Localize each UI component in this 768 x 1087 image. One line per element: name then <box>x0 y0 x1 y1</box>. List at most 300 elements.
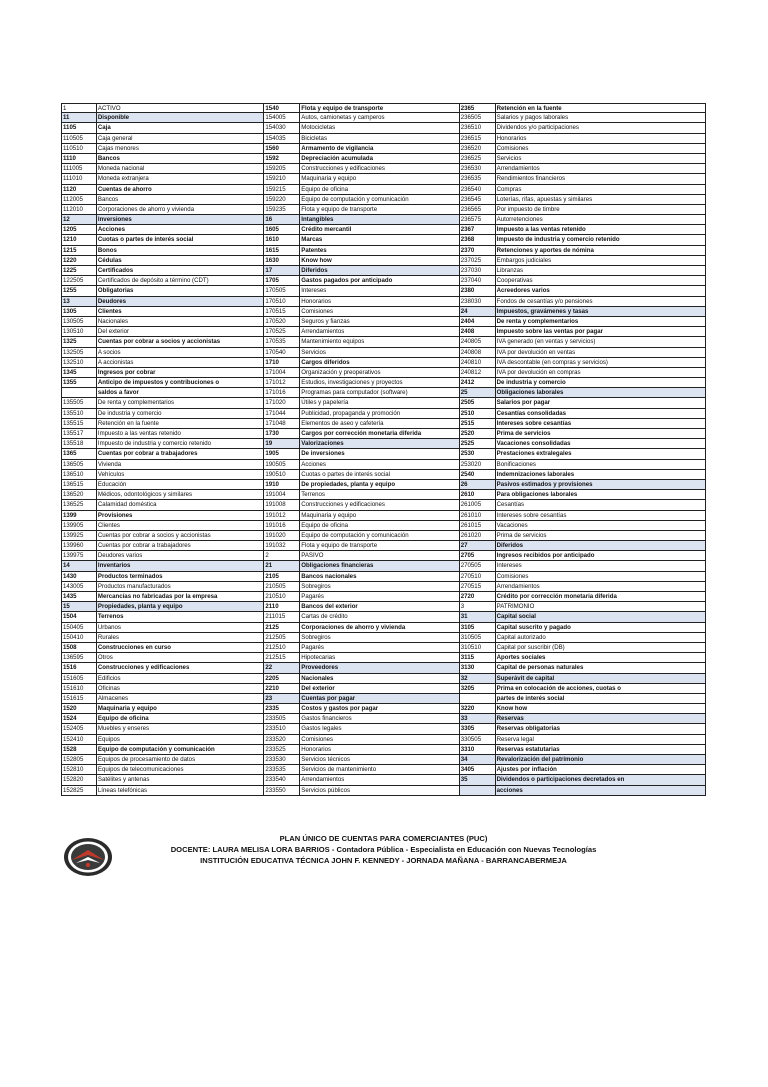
account-name: Provisiones <box>97 511 264 521</box>
account-name: Obligatorias <box>97 286 264 296</box>
account-code: 135518 <box>61 439 97 449</box>
account-name: De industria y comercio <box>97 409 264 419</box>
account-name: Pasivos estimados y provisiones <box>496 480 706 490</box>
account-name: Moneda nacional <box>97 164 264 174</box>
account-name: Caja <box>97 123 264 133</box>
account-name: Know how <box>496 704 706 714</box>
account-code: 31 <box>460 612 496 622</box>
table-row <box>61 551 706 561</box>
account-code: 191016 <box>264 521 300 531</box>
account-code: 233530 <box>264 755 300 765</box>
account-code: 233540 <box>264 775 300 785</box>
account-code: 35 <box>460 775 496 785</box>
account-code: 1524 <box>61 714 97 724</box>
table-row <box>61 714 706 724</box>
account-name: Programas para computador (software) <box>300 388 460 398</box>
account-code: 2210 <box>264 684 300 694</box>
account-name: Vehículos <box>97 470 264 480</box>
account-code: 151610 <box>61 684 97 694</box>
account-name: Por impuesto de timbre <box>496 205 706 215</box>
account-code: 1910 <box>264 480 300 490</box>
account-code: 110505 <box>61 134 97 144</box>
account-name: Pagarés <box>300 643 460 653</box>
account-code: 136505 <box>61 460 97 470</box>
account-name: Arrendamientos <box>496 164 706 174</box>
account-name: Capital social <box>496 612 706 622</box>
table-row <box>61 348 706 358</box>
account-code: 1592 <box>264 154 300 164</box>
account-code: 139975 <box>61 551 97 561</box>
table-row <box>61 541 706 551</box>
account-name: Comisiones <box>300 307 460 317</box>
school-line: INSTITUCIÓN EDUCATIVA TÉCNICA JOHN F. KENNEDY - JORNADA MAÑANA - BARRANCABERMEJA <box>200 856 567 865</box>
account-code: 136520 <box>61 490 97 500</box>
account-code: 151615 <box>61 694 97 704</box>
account-code: 1730 <box>264 429 300 439</box>
table-row <box>61 633 706 643</box>
account-code: 270515 <box>460 582 496 592</box>
account-name: Intereses <box>496 561 706 571</box>
account-code: 170510 <box>264 297 300 307</box>
account-code: 330505 <box>460 735 496 745</box>
account-code: 1345 <box>61 368 97 378</box>
account-code: 2110 <box>264 602 300 612</box>
account-name: Bonos <box>97 246 264 256</box>
account-code: 16 <box>264 215 300 225</box>
account-code: 22 <box>264 663 300 673</box>
account-code: 191004 <box>264 490 300 500</box>
table-row <box>61 602 706 612</box>
account-name: Cesantías consolidadas <box>496 409 706 419</box>
table-row <box>61 694 706 704</box>
account-code: 2705 <box>460 551 496 561</box>
account-name: Impuestos, gravámenes y tasas <box>496 307 706 317</box>
account-code: 240812 <box>460 368 496 378</box>
account-name: Cesantías <box>496 500 706 510</box>
account-name: Gastos pagados por anticipado <box>300 276 460 286</box>
table-row <box>61 409 706 419</box>
table-row <box>61 174 706 184</box>
account-name: Corporaciones de ahorro y vivienda <box>97 205 264 215</box>
table-row <box>61 460 706 470</box>
account-name: ACTIVO <box>97 103 264 113</box>
account-code: 191020 <box>264 531 300 541</box>
account-name: Inventarios <box>97 561 264 571</box>
account-name: Nacionales <box>97 317 264 327</box>
table-row <box>61 256 706 266</box>
table-row <box>61 215 706 225</box>
table-row <box>61 674 706 684</box>
table-row <box>61 235 706 245</box>
account-name: Capital autorizado <box>496 633 706 643</box>
account-code: 150410 <box>61 633 97 643</box>
account-code: 1905 <box>264 449 300 459</box>
account-name: Bancos <box>97 154 264 164</box>
account-name: Construcciones en curso <box>97 643 264 653</box>
account-name: Cartas de crédito <box>300 612 460 622</box>
account-name: Del exterior <box>300 684 460 694</box>
account-name: Equipos de procesamiento de datos <box>97 755 264 765</box>
account-code: 1225 <box>61 266 97 276</box>
account-name: Diferidos <box>300 266 460 276</box>
table-row <box>61 643 706 653</box>
account-name: Elementos de aseo y cafetería <box>300 419 460 429</box>
account-name: Arrendamientos <box>496 582 706 592</box>
account-code: 1220 <box>61 256 97 266</box>
account-code: 151605 <box>61 674 97 684</box>
account-name: Reserva legal <box>496 735 706 745</box>
account-code: 261010 <box>460 511 496 521</box>
account-name: Rendimientos financieros <box>496 174 706 184</box>
account-name: Diferidos <box>496 541 706 551</box>
account-code: 136595 <box>61 653 97 663</box>
table-row <box>61 246 706 256</box>
table-row <box>61 480 706 490</box>
account-name: Edificios <box>97 674 264 684</box>
account-code: 2510 <box>460 409 496 419</box>
account-code: 2408 <box>460 327 496 337</box>
account-code: 111010 <box>61 174 97 184</box>
table-row <box>61 470 706 480</box>
account-code: 1435 <box>61 592 97 602</box>
account-code: 310505 <box>460 633 496 643</box>
account-name: Acciones <box>300 460 460 470</box>
account-code: 1105 <box>61 123 97 133</box>
table-row <box>61 113 706 123</box>
account-name: PASIVO <box>300 551 460 561</box>
account-code: 2515 <box>460 419 496 429</box>
account-code: 2530 <box>460 449 496 459</box>
account-name: Cargos por corrección monetaria diferida <box>300 429 460 439</box>
account-name: Equipo de oficina <box>97 714 264 724</box>
account-code: 26 <box>460 480 496 490</box>
account-code: 2368 <box>460 235 496 245</box>
account-code: 14 <box>61 561 97 571</box>
table-row <box>61 337 706 347</box>
account-code: 211015 <box>264 612 300 622</box>
account-code: 236540 <box>460 185 496 195</box>
account-code: 2105 <box>264 572 300 582</box>
account-name: Revalorización del patrimonio <box>496 755 706 765</box>
table-row <box>61 286 706 296</box>
account-name: Anticipo de impuestos y contribuciones o <box>97 378 264 388</box>
account-name: Vacaciones <box>496 521 706 531</box>
account-name: Del exterior <box>97 327 264 337</box>
account-name: Crédito mercantil <box>300 225 460 235</box>
account-name: Patentes <box>300 246 460 256</box>
account-name: De industria y comercio <box>496 378 706 388</box>
account-name: acciones <box>496 786 706 796</box>
account-code: 171020 <box>264 398 300 408</box>
account-code: 159210 <box>264 174 300 184</box>
table-row <box>61 123 706 133</box>
account-code: 32 <box>460 674 496 684</box>
account-name: Arrendamientos <box>300 327 460 337</box>
account-code: 1305 <box>61 307 97 317</box>
account-name: Reservas obligatorias <box>496 724 706 734</box>
account-code: 122505 <box>61 276 97 286</box>
account-code: 170515 <box>264 307 300 317</box>
account-code: 236545 <box>460 195 496 205</box>
table-row <box>61 154 706 164</box>
account-code: 112010 <box>61 205 97 215</box>
account-code: 2380 <box>460 286 496 296</box>
account-code: 1399 <box>61 511 97 521</box>
account-code: 3115 <box>460 653 496 663</box>
account-name: Maquinaria y equipo <box>97 704 264 714</box>
table-row <box>61 775 706 785</box>
account-name: De propiedades, planta y equipo <box>300 480 460 490</box>
account-code: 3220 <box>460 704 496 714</box>
account-code: 132510 <box>61 358 97 368</box>
account-name: Bonificaciones <box>496 460 706 470</box>
account-name: Sobregiros <box>300 582 460 592</box>
account-name: Embargos judiciales <box>496 256 706 266</box>
account-name: Retención en la fuente <box>97 419 264 429</box>
account-code: 159215 <box>264 185 300 195</box>
account-code: 152410 <box>61 735 97 745</box>
account-code: 1355 <box>61 378 97 388</box>
account-code: 2610 <box>460 490 496 500</box>
account-name: Deudores <box>97 297 264 307</box>
table-row <box>61 103 706 113</box>
account-name: Líneas telefónicas <box>97 786 264 796</box>
account-name: Cuotas o partes de interés social <box>97 235 264 245</box>
account-code: 159205 <box>264 164 300 174</box>
account-name: Cuentas por cobrar a trabajadores <box>97 449 264 459</box>
account-code: 1520 <box>61 704 97 714</box>
account-code: 236525 <box>460 154 496 164</box>
account-name: Cuentas por cobrar a socios y accionistas <box>97 337 264 347</box>
account-code: 3205 <box>460 684 496 694</box>
account-name: Equipos de telecomunicaciones <box>97 765 264 775</box>
account-name: Publicidad, propaganda y promoción <box>300 409 460 419</box>
account-name: Moneda extranjera <box>97 174 264 184</box>
account-name: Satélites y antenas <box>97 775 264 785</box>
account-code: 21 <box>264 561 300 571</box>
account-name: Productos manufacturados <box>97 582 264 592</box>
account-name: Equipos <box>97 735 264 745</box>
account-code: 1210 <box>61 235 97 245</box>
account-code: 212515 <box>264 653 300 663</box>
account-code: 1504 <box>61 612 97 622</box>
table-row <box>61 745 706 755</box>
account-name: PATRIMONIO <box>496 602 706 612</box>
accounts-table <box>61 103 706 796</box>
account-code: 25 <box>460 388 496 398</box>
account-name: Almacenes <box>97 694 264 704</box>
account-code: 237040 <box>460 276 496 286</box>
account-name: Para obligaciones laborales <box>496 490 706 500</box>
account-code: 236530 <box>460 164 496 174</box>
account-code <box>460 694 496 704</box>
account-code: 2505 <box>460 398 496 408</box>
account-code: 253020 <box>460 460 496 470</box>
account-code: 159220 <box>264 195 300 205</box>
table-row <box>61 297 706 307</box>
account-name: Vivienda <box>97 460 264 470</box>
account-code: 27 <box>460 541 496 551</box>
account-code: 1110 <box>61 154 97 164</box>
account-code: 310510 <box>460 643 496 653</box>
account-code: 11 <box>61 113 97 123</box>
account-code: 1325 <box>61 337 97 347</box>
account-code: 170535 <box>264 337 300 347</box>
table-row <box>61 511 706 521</box>
account-name: Deudores varios <box>97 551 264 561</box>
account-code: 2365 <box>460 103 496 113</box>
account-code: 1430 <box>61 572 97 582</box>
account-code: 1540 <box>264 103 300 113</box>
table-row <box>61 134 706 144</box>
account-name: Ajustes por inflación <box>496 765 706 775</box>
table-row <box>61 755 706 765</box>
account-code: 233525 <box>264 745 300 755</box>
account-name: Servicios técnicos <box>300 755 460 765</box>
account-code: 2404 <box>460 317 496 327</box>
account-name: Construcciones y edificaciones <box>300 164 460 174</box>
account-name: Certificados <box>97 266 264 276</box>
account-name: Bancos nacionales <box>300 572 460 582</box>
account-name: Cuentas por pagar <box>300 694 460 704</box>
account-name: Autos, camionetas y camperos <box>300 113 460 123</box>
account-name: Motocicletas <box>300 123 460 133</box>
account-name: Loterías, rifas, apuestas y similares <box>496 195 706 205</box>
account-name: Flota y equipo de transporte <box>300 103 460 113</box>
account-code: 233550 <box>264 786 300 796</box>
account-code: 154005 <box>264 113 300 123</box>
account-code: 150405 <box>61 623 97 633</box>
account-code: 240808 <box>460 348 496 358</box>
account-name: Equipo de computación y comunicación <box>300 195 460 205</box>
account-code: 2720 <box>460 592 496 602</box>
account-name: Vacaciones consolidadas <box>496 439 706 449</box>
account-name: Certificados de depósito a término (CDT) <box>97 276 264 286</box>
account-code: 233510 <box>264 724 300 734</box>
account-name: Maquinaria y equipo <box>300 174 460 184</box>
account-code: 236515 <box>460 134 496 144</box>
account-name: A socios <box>97 348 264 358</box>
account-code: 236575 <box>460 215 496 225</box>
table-row <box>61 663 706 673</box>
account-name: Servicios <box>496 154 706 164</box>
account-name: Sobregiros <box>300 633 460 643</box>
table-row <box>61 582 706 592</box>
account-code: 19 <box>264 439 300 449</box>
account-name: Impuesto sobre las ventas por pagar <box>496 327 706 337</box>
account-name: Urbanos <box>97 623 264 633</box>
account-name: Estudios, investigaciones y proyectos <box>300 378 460 388</box>
account-name: Depreciación acumulada <box>300 154 460 164</box>
account-code: 190505 <box>264 460 300 470</box>
account-name: Equipo de oficina <box>300 185 460 195</box>
account-name: Equipo de oficina <box>300 521 460 531</box>
account-name: Impuesto de industria y comercio retenido <box>97 439 264 449</box>
account-code: 159235 <box>264 205 300 215</box>
account-code: 170505 <box>264 286 300 296</box>
account-code: 2412 <box>460 378 496 388</box>
table-row <box>61 378 706 388</box>
account-code: 33 <box>460 714 496 724</box>
account-name: Valorizaciones <box>300 439 460 449</box>
account-name: Cuentas de ahorro <box>97 185 264 195</box>
account-code <box>460 786 496 796</box>
account-name: De renta y complementarios <box>97 398 264 408</box>
account-code: 2335 <box>264 704 300 714</box>
account-name: Salarios y pagos laborales <box>496 113 706 123</box>
table-row <box>61 765 706 775</box>
account-name: IVA descontable (en compras y servicios) <box>496 358 706 368</box>
account-code: 1255 <box>61 286 97 296</box>
table-row <box>61 653 706 663</box>
account-code: 1 <box>61 103 97 113</box>
account-name: Aportes sociales <box>496 653 706 663</box>
account-code: 3 <box>460 602 496 612</box>
account-name: Flota y equipo de transporte <box>300 541 460 551</box>
account-name: Ingresos recibidos por anticipado <box>496 551 706 561</box>
account-name: Cajas menores <box>97 144 264 154</box>
account-code: 15 <box>61 602 97 612</box>
account-name: Crédito por corrección monetaria diferida <box>496 592 706 602</box>
account-code: 210510 <box>264 592 300 602</box>
table-row <box>61 276 706 286</box>
account-code: 212505 <box>264 633 300 643</box>
account-name: Honorarios <box>300 297 460 307</box>
account-name: Propiedades, planta y equipo <box>97 602 264 612</box>
account-name: Capital de personas naturales <box>496 663 706 673</box>
account-name: Dividendos y/o participaciones <box>496 123 706 133</box>
account-code: 1205 <box>61 225 97 235</box>
account-name: Organización y preoperativos <box>300 368 460 378</box>
account-code: 132505 <box>61 348 97 358</box>
account-code: 236505 <box>460 113 496 123</box>
account-name: Oficinas <box>97 684 264 694</box>
account-name: Marcas <box>300 235 460 245</box>
account-code: 190510 <box>264 470 300 480</box>
account-name: Reservas estatutarias <box>496 745 706 755</box>
account-code: 2520 <box>460 429 496 439</box>
account-name: Cuentas por cobrar a trabajadores <box>97 541 264 551</box>
account-name: A accionistas <box>97 358 264 368</box>
account-name: Impuesto de industria y comercio retenido <box>496 235 706 245</box>
account-code: 154030 <box>264 123 300 133</box>
account-name: partes de interés social <box>496 694 706 704</box>
account-code <box>61 388 97 398</box>
account-name: Pagarés <box>300 592 460 602</box>
account-name: Cargos diferidos <box>300 358 460 368</box>
account-code: 130510 <box>61 327 97 337</box>
account-name: Bancos del exterior <box>300 602 460 612</box>
account-name: Cuentas por cobrar a socios y accionistas <box>97 531 264 541</box>
account-code: 17 <box>264 266 300 276</box>
account-name: Salarios por pagar <box>496 398 706 408</box>
account-name: saldos a favor <box>97 388 264 398</box>
account-code: 2 <box>264 551 300 561</box>
account-code: 261005 <box>460 500 496 510</box>
account-code: 3130 <box>460 663 496 673</box>
account-code: 1528 <box>61 745 97 755</box>
account-name: Libranzas <box>496 266 706 276</box>
account-code: 2205 <box>264 674 300 684</box>
table-row <box>61 490 706 500</box>
account-code: 236510 <box>460 123 496 133</box>
account-name: Obligaciones laborales <box>496 388 706 398</box>
account-name: Mantenimiento equipos <box>300 337 460 347</box>
account-name: Ingresos por cobrar <box>97 368 264 378</box>
account-name: IVA generado (en ventas y servicios) <box>496 337 706 347</box>
account-code: 1365 <box>61 449 97 459</box>
table-row <box>61 724 706 734</box>
